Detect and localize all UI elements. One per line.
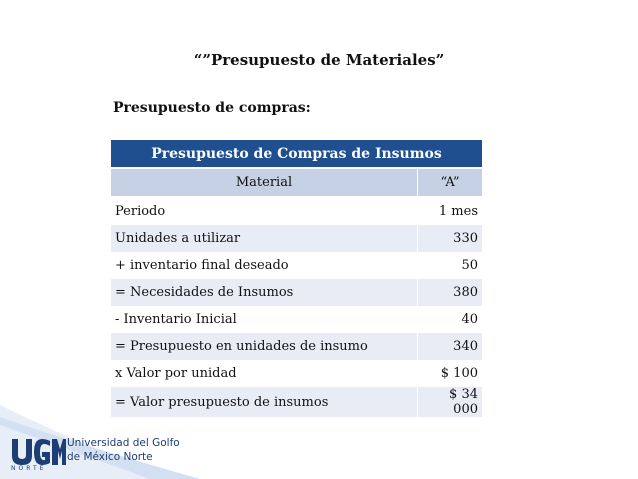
row-label: Unidades a utilizar <box>111 225 418 252</box>
table-row <box>111 333 482 360</box>
row-label: = Valor presupuesto de insumos <box>111 387 418 417</box>
row-value: $ 100 <box>418 360 483 387</box>
row-label: - Inventario Inicial <box>111 306 418 333</box>
row-label: = Presupuesto en unidades de insumo <box>111 333 418 360</box>
table-row <box>111 279 482 306</box>
row-label: Periodo <box>111 197 418 225</box>
row-value: $ 34 000 <box>418 387 483 417</box>
table-row <box>111 197 482 225</box>
row-value: 40 <box>418 306 483 333</box>
slide-title: “”Presupuesto de Materiales” <box>193 51 445 69</box>
row-value: 1 mes <box>418 197 483 225</box>
table-row <box>111 306 482 333</box>
row-label: x Valor por unidad <box>111 360 418 387</box>
university-logo <box>10 431 180 472</box>
row-value: 380 <box>418 279 483 306</box>
section-subtitle: Presupuesto de compras: <box>113 100 311 116</box>
table-row <box>111 225 482 252</box>
column-header-a: “A” <box>418 168 483 197</box>
column-header-material: Material <box>111 168 418 197</box>
university-campus-tag: NORTE <box>11 465 47 472</box>
table-row <box>111 360 482 387</box>
row-value: 340 <box>418 333 483 360</box>
row-value: 330 <box>418 225 483 252</box>
table-row <box>111 252 482 279</box>
row-label: + inventario final deseado <box>111 252 418 279</box>
table-caption-row <box>111 140 482 168</box>
ugm-logo-icon <box>10 435 66 469</box>
table-row <box>111 387 482 417</box>
table-header-row <box>111 168 482 197</box>
university-name <box>67 436 180 464</box>
row-value: 50 <box>418 252 483 279</box>
university-name-line2: de México Norte <box>67 451 153 463</box>
purchase-budget-table <box>111 140 482 417</box>
university-name-line1: Universidad del Golfo <box>67 437 180 449</box>
table-caption: Presupuesto de Compras de Insumos <box>111 140 482 168</box>
row-label: = Necesidades de Insumos <box>111 279 418 306</box>
